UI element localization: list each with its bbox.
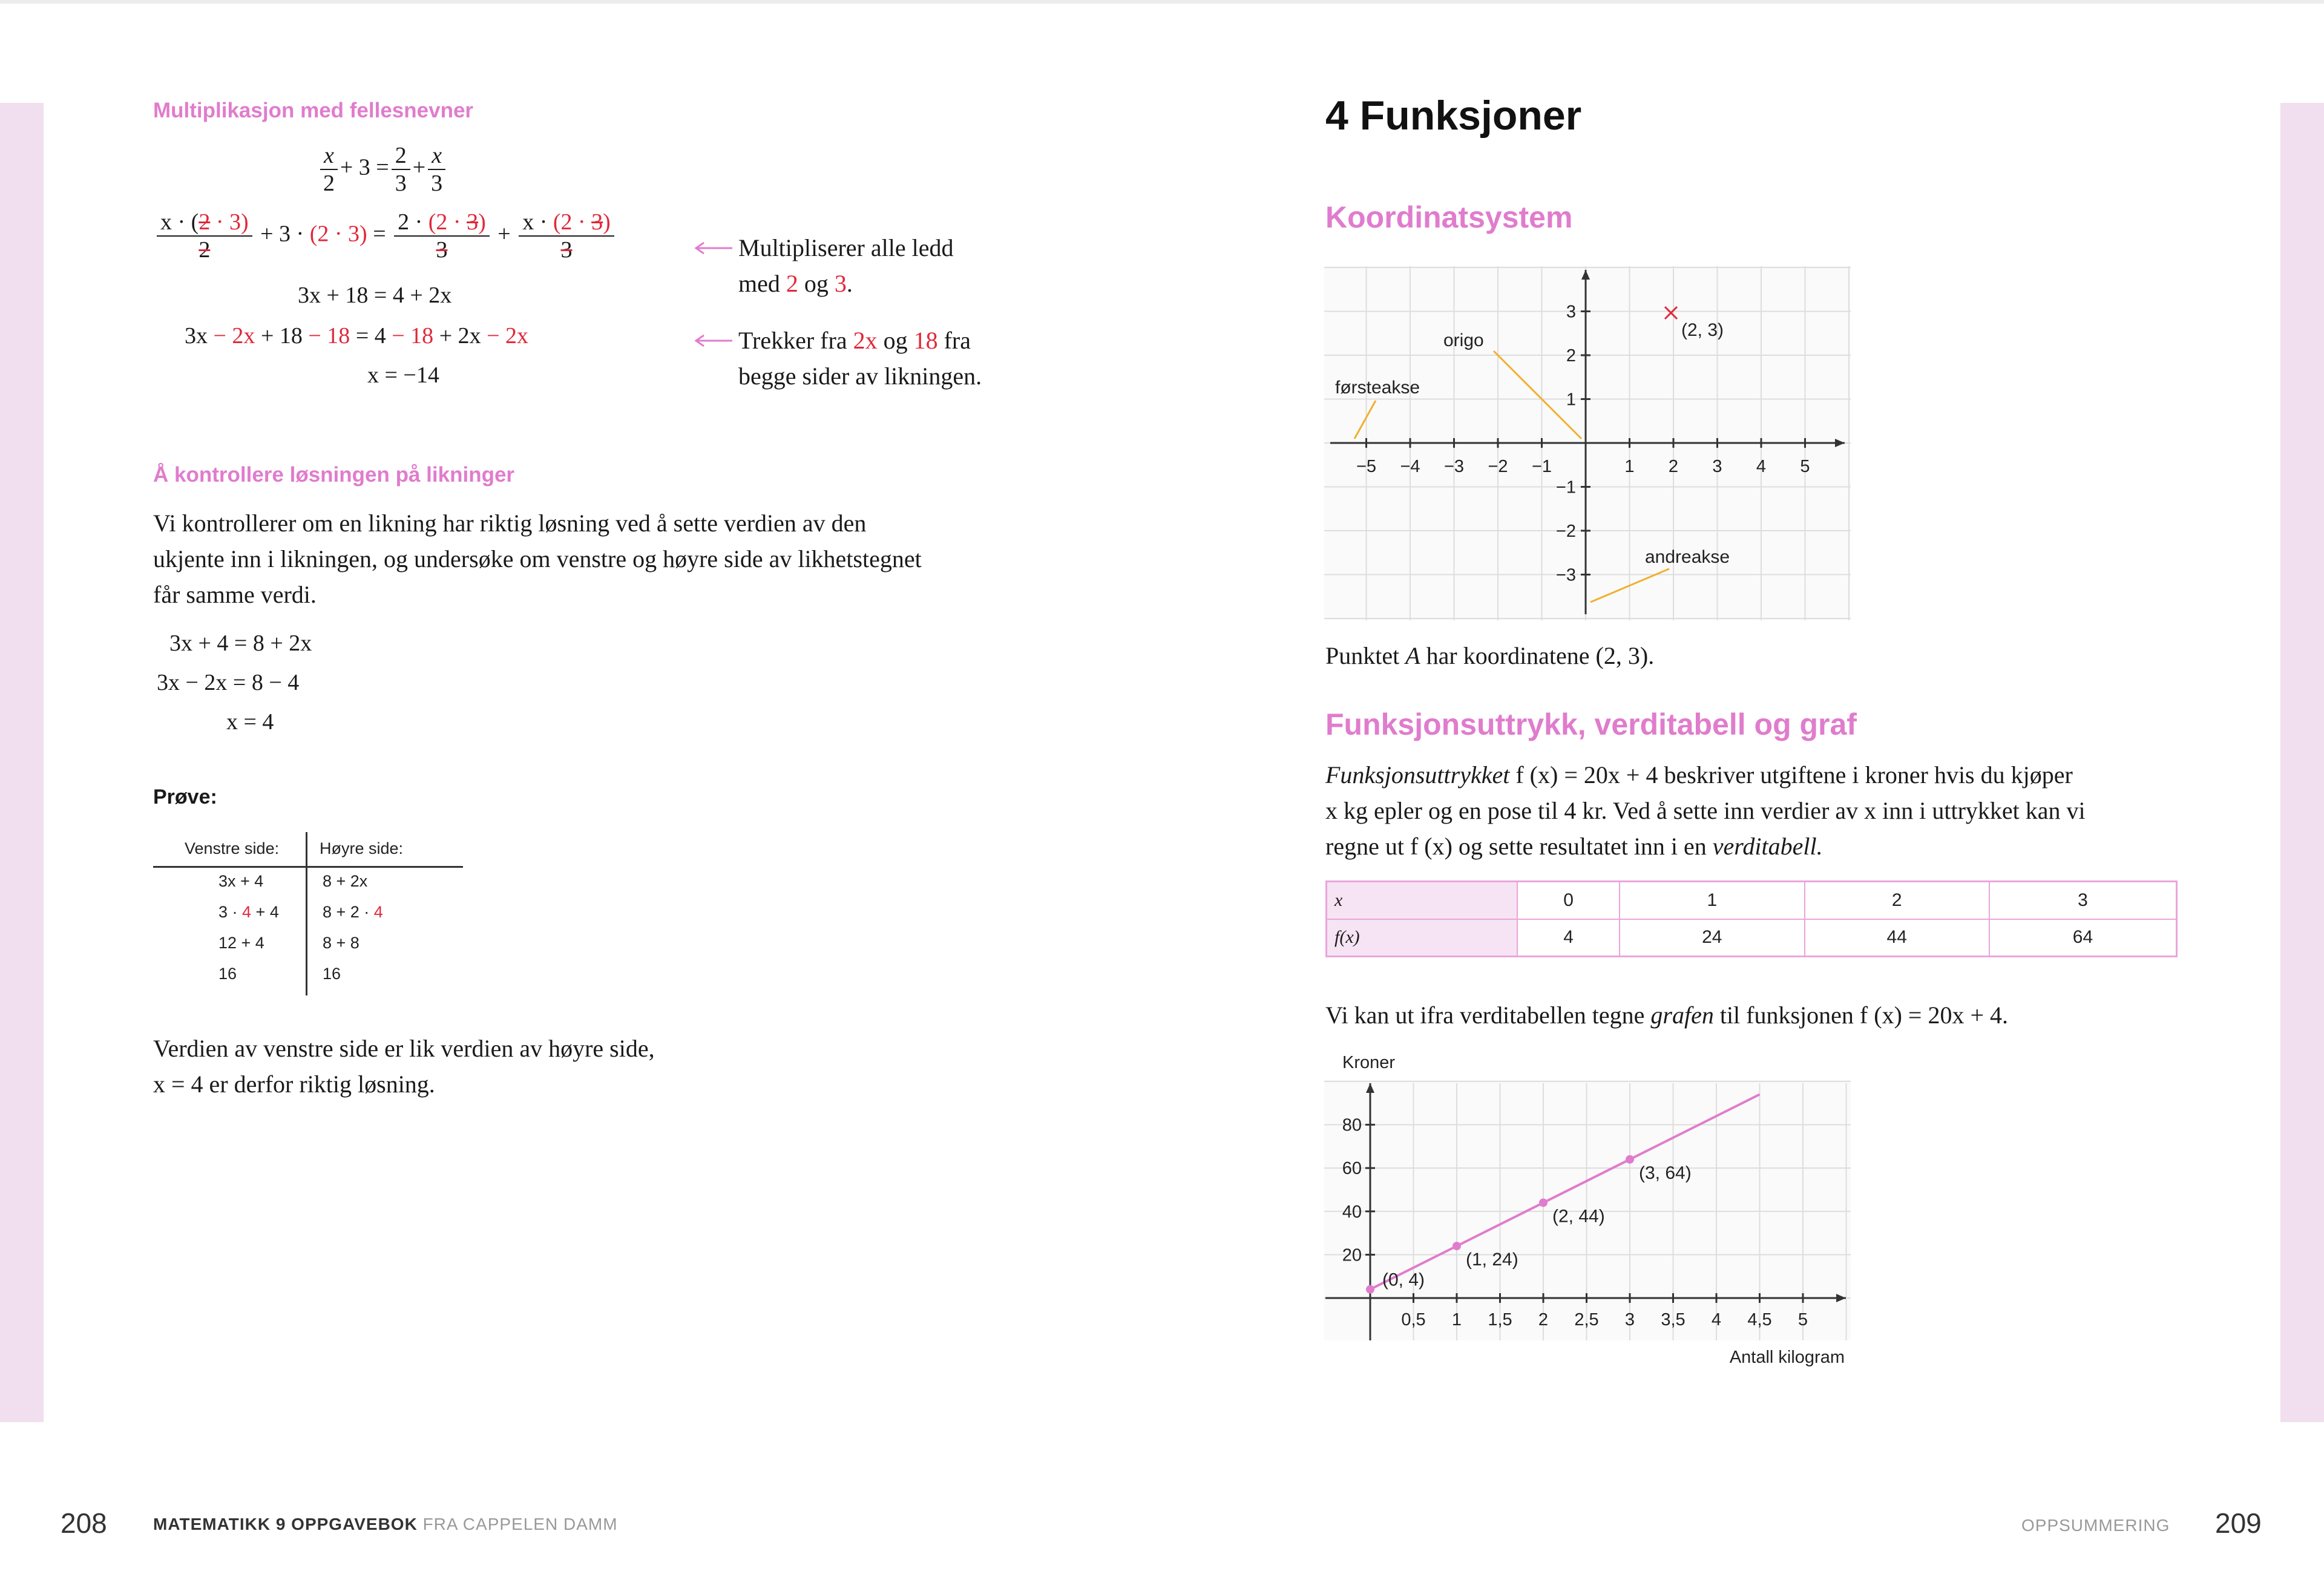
value-table-cell: 64	[1989, 919, 2177, 957]
graph-y-tick-label: 80	[1342, 1115, 1362, 1135]
x-tick-label: −2	[1488, 457, 1508, 476]
table-rule	[153, 866, 463, 868]
graph-x-tick-label: 4,5	[1747, 1310, 1772, 1329]
graph-point-label: (0, 4)	[1382, 1270, 1425, 1290]
heading-fellesnevner: Multiplikasjon med fellesnevner	[153, 99, 474, 122]
table-header-left: Venstre side:	[185, 839, 280, 857]
graph-x-tick-label: 3	[1624, 1310, 1635, 1329]
table-cell: 16	[323, 965, 341, 983]
y-tick-label: −1	[1555, 477, 1576, 497]
heading-funksjonsuttrykk: Funksjonsuttrykk, verditabell og graf	[1325, 707, 1857, 741]
paragraph-kontrollere: Vi kontrollerer om en likning har riktig løsning ved å sette verdien av den ukjente inn i likningen, og undersøke om venstre og høyre side av likhetstegnet får samme verdi.	[153, 510, 922, 608]
heading-koordinatsystem: Koordinatsystem	[1325, 200, 1573, 234]
table-cell: 3x + 4	[218, 872, 264, 890]
graph-xlabel: Antall kilogram	[1729, 1348, 1845, 1367]
graph-x-tick-label: 1	[1451, 1310, 1462, 1329]
point-a-label: (2, 3)	[1681, 320, 1724, 340]
x-tick-label: 5	[1800, 457, 1810, 476]
heading-kontrollere: Å kontrollere løsningen på likninger	[153, 463, 515, 487]
y-tick-label: −2	[1555, 522, 1576, 541]
value-table-cell: 4	[1517, 919, 1620, 957]
x-tick-label: −1	[1531, 457, 1552, 476]
graph-sentence: Vi kan ut ifra verditabellen tegne grafen til funksjonen f (x) = 20x + 4.	[1325, 1002, 2008, 1029]
page-number-left: 208	[61, 1507, 107, 1539]
graph-ylabel: Kroner	[1342, 1053, 1396, 1072]
right-side-bar	[2280, 103, 2324, 1422]
prove-label: Prøve:	[153, 785, 217, 808]
graph-x-tick-label: 1,5	[1488, 1310, 1512, 1329]
graph-y-tick-label: 60	[1342, 1159, 1362, 1179]
graph-x-tick-label: 5	[1797, 1310, 1808, 1329]
footer-left: MATEMATIKK 9 OPPGAVEBOK FRA CAPPELEN DAMM	[153, 1515, 618, 1533]
chapter-title: 4 Funksjoner	[1325, 93, 1582, 139]
table-cell: 8 + 2x	[323, 872, 368, 890]
x-tick-label: −5	[1356, 457, 1377, 476]
y-tick-label: −3	[1555, 565, 1576, 585]
conclusion: Verdien av venstre side er lik verdien av høyre side, x = 4 er derfor riktig løsning.	[153, 1035, 655, 1098]
value-table-cell: 1	[1620, 882, 1804, 919]
graph-point	[1366, 1285, 1374, 1294]
forsteakse-label: førsteakse	[1335, 378, 1420, 398]
graph-point-label: (3, 64)	[1639, 1162, 1692, 1183]
page-number-right: 209	[2215, 1507, 2262, 1539]
footer-right: OPPSUMMERING	[2021, 1516, 2170, 1535]
value-table-cell: 24	[1620, 919, 1804, 957]
y-tick-label: 3	[1566, 302, 1576, 322]
equation-line-5: x = −14	[367, 362, 439, 388]
arrow-left-icon	[693, 239, 735, 257]
x-tick-label: 3	[1712, 457, 1722, 476]
table-divider	[306, 832, 307, 995]
equation-line-2: $\frac{x \cdot (2 \cdot 3)}{2}$ + 3 · (2 · 3) = $\frac{2 \cdot (2 \cdot 3)}{3}$ + $\frac{x \cdot (2 \cdot 3)}{3}$	[154, 209, 617, 263]
graph-x-tick-label: 4	[1711, 1310, 1722, 1329]
andreakse-label: andreakse	[1645, 547, 1730, 567]
graph-x-tick-label: 2	[1538, 1310, 1549, 1329]
x-tick-label: −3	[1443, 457, 1465, 476]
equation-line-1: $\frac{x}{2}$ + 3 = $\frac{2}{3}$ + $\frac{x}{3}$	[318, 142, 448, 197]
value-table-cell: 2	[1805, 882, 1989, 919]
x-tick-label: −4	[1400, 457, 1420, 476]
graph-point-label: (2, 44)	[1552, 1206, 1605, 1227]
graph-point	[1452, 1242, 1461, 1250]
paragraph-funksjonsuttrykk: Funksjonsuttrykket f (x) = 20x + 4 beskriver utgiftene i kroner hvis du kjøper x kg epler og en pose til 4 kr. Ved å sette inn verdier av x inn i uttrykket kan vi regne ut f (x) og sette resultatet inn i en verditabell.	[1325, 761, 2086, 860]
arrow-left-icon	[693, 332, 735, 350]
graph-point-label: (1, 24)	[1466, 1250, 1518, 1270]
value-table-fx-label: f(x)	[1334, 927, 1360, 948]
graph-point	[1539, 1198, 1548, 1207]
table-cell: 8 + 8	[323, 934, 359, 952]
x-tick-label: 2	[1668, 457, 1679, 476]
table-cell: 3 · 4 + 4	[218, 903, 279, 921]
prove-table	[153, 832, 463, 995]
table-cell: 16	[218, 965, 237, 983]
equation-line-3: 3x + 18 = 4 + 2x	[298, 283, 452, 308]
note-multipliserer: Multipliserer alle ledd med 2 og 3.	[738, 234, 954, 297]
equation-line-4: 3x − 2x + 18 − 18 = 4 − 18 + 2x − 2x	[185, 323, 529, 349]
graph-x-tick-label: 2,5	[1574, 1310, 1599, 1329]
table-header-right: Høyre side:	[320, 839, 404, 857]
top-edge	[0, 0, 2324, 4]
value-table-cell: 3	[1989, 882, 2177, 919]
coordinate-caption: Punktet A har koordinatene (2, 3).	[1325, 642, 1655, 669]
check-line-3: x = 4	[226, 709, 274, 735]
function-graph	[1324, 1047, 1857, 1374]
left-side-bar	[0, 103, 44, 1422]
value-table-cell: 0	[1517, 882, 1620, 919]
table-cell: 12 + 4	[218, 934, 264, 952]
graph-y-tick-label: 20	[1342, 1245, 1362, 1265]
value-table-x-label: x	[1334, 890, 1343, 910]
graph-x-tick-label: 3,5	[1661, 1310, 1686, 1329]
value-table-cell: 44	[1805, 919, 1989, 957]
graph-x-tick-label: 0,5	[1401, 1310, 1426, 1329]
note-trekker: Trekker fra 2x og 18 fra begge sider av likningen.	[738, 327, 982, 390]
coordinate-system-figure	[1324, 266, 1851, 620]
y-tick-label: 1	[1566, 390, 1576, 410]
x-tick-label: 1	[1624, 457, 1635, 476]
table-cell: 8 + 2 · 4	[323, 903, 383, 921]
check-line-1: 3x + 4 = 8 + 2x	[169, 631, 312, 656]
value-table	[1325, 880, 2178, 957]
check-line-2: 3x − 2x = 8 − 4	[157, 670, 300, 695]
graph-point	[1626, 1155, 1634, 1164]
y-tick-label: 2	[1566, 346, 1576, 366]
graph-y-tick-label: 40	[1342, 1202, 1362, 1222]
x-tick-label: 4	[1756, 457, 1767, 476]
origo-label: origo	[1443, 330, 1484, 350]
